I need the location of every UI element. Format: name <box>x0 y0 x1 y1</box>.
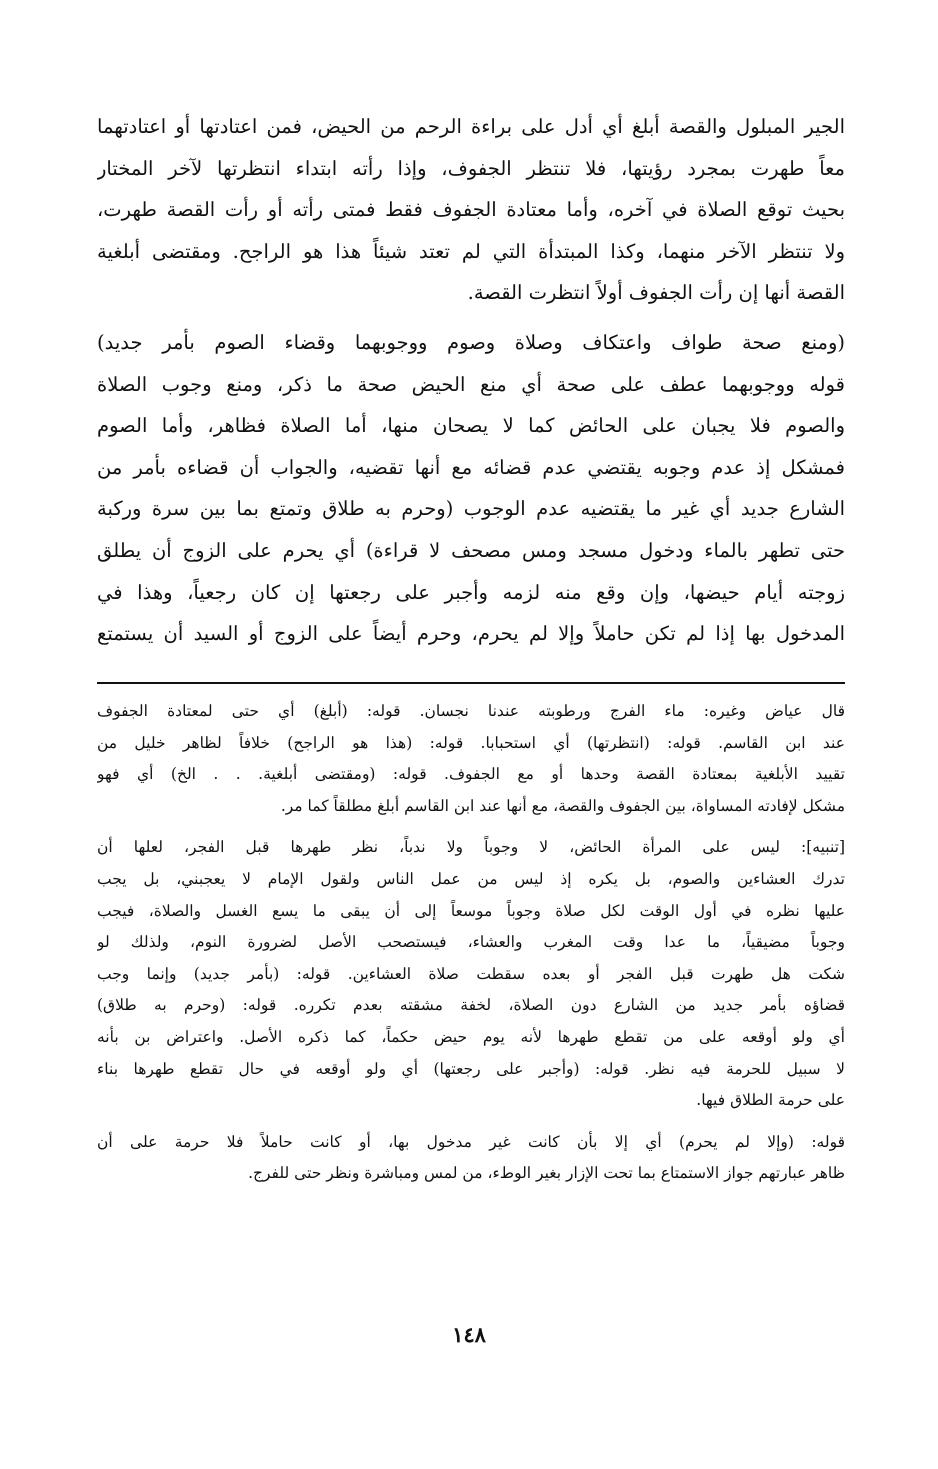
footnote-divider <box>97 682 845 684</box>
footnote-line: ظاهر عبارتهم جواز الاستمتاع بما تحت الإزار بغير الوطء، من لمس ومباشرة ونظر حتى للفرج. <box>248 1164 845 1183</box>
text-line: والصوم فلا يجبان على الحائض كما لا يصحان منها، أما الصلاة فظاهر، وأما الصوم <box>97 414 845 438</box>
page-number: ١٤٨ <box>452 1322 486 1347</box>
text-line: حتى تطهر بالماء ودخول مسجد ومس مصحف لا قراءة) أي يحرم على الزوج أن يطلق <box>97 538 845 562</box>
footnote-line: قال عياض وغيره: ماء الفرج ورطوبته عندنا نجسان. قوله: (أبلغ) أي حتى لمعتادة الجفوف <box>97 702 845 720</box>
footnote-2 <box>97 832 845 1116</box>
footnote-line: قضاؤه بأمر جديد من الشارع دون الصلاة، لخفة مشقته بعدم تكرره. قوله: (وحرم به طلاق) <box>97 996 845 1015</box>
text-line: معاً طهرت بمجرد رؤيتها، فلا تنتظر الجفوف، وإذا رأته ابتداء انتظرتها لآخر المختار <box>97 156 845 180</box>
main-text <box>97 106 845 655</box>
paragraph-gap <box>97 1117 845 1127</box>
footnote-line: قوله: (وإلا لم يحرم) أي إلا بأن كانت غير مدخول بها، أو كانت حاملاً فلا حرمة على أن <box>97 1132 845 1151</box>
footnote-line: لا سبيل للحرمة فيه نظر. قوله: (وأجبر على رجعتها) أي ولو أوقعه في حال تقطع طهرها بناء <box>97 1059 845 1078</box>
main-paragraph-1 <box>97 106 845 314</box>
footnote-line: عند ابن القاسم. قوله: (انتظرتها) أي استحبابا. قوله: (هذا هو الراجح) خلافاً لظاهر خليل من <box>97 733 845 752</box>
paragraph-gap <box>97 314 845 322</box>
text-line: الشارع جديد أي غير ما يقتضيه عدم الوجوب (وحرم به طلاق وتمتع بما بين سرة وركبة <box>97 497 845 521</box>
footnote-line: تقييد الأبلغية بمعتادة القصة وحدها أو مع الجفوف. قوله: (ومقتضى أبلغية. . . الخ) أي فهو <box>97 765 845 784</box>
footnote-3 <box>97 1127 845 1190</box>
text-line: زوجته أيام حيضها، وإن وقع منه لزمه وأجبر على رجعتها إن كان رجعياً، وهذا في <box>97 580 845 604</box>
paragraph-gap <box>97 822 845 832</box>
footnote-line: تدرك العشاءين والصوم، بل يكره إذ ليس من عمل الناس ولقول الإمام لا يعجبني، بل يجب <box>97 869 845 888</box>
text-line: (ومنع صحة طواف واعتكاف وصلاة وصوم ووجوبهما وقضاء الصوم بأمر جديد) <box>97 330 845 354</box>
footnote-line: أي ولو أوقعه على من تقطع طهرها لأنه يوم حيض حكماً، كما ذكره الأصل. واعتراض بن بأنه <box>97 1027 845 1046</box>
footnote-1 <box>97 696 845 822</box>
text-line: المدخول بها إذا لم تكن حاملاً وإلا لم يحرم، وحرم أيضاً على الزوج أو السيد أن يستمتع <box>97 622 845 646</box>
text-line: القصة أنها إن رأت الجفوف أولاً انتظرت القصة. <box>467 281 845 305</box>
footnote-line: شكت هل طهرت قبل الفجر أو بعده سقطت صلاة العشاءين. قوله: (بأمر جديد) وإنما وجب <box>97 964 845 983</box>
text-line: فمشكل إذ عدم وجوبه يقتضي عدم قضائه مع أنها تقضيه، والجواب أن قضاءه بأمر من <box>97 455 845 479</box>
footnotes <box>97 696 845 1190</box>
footnote-line: [تنبيه]: ليس على المرأة الحائض، لا وجوباً ولا ندباً، نظر طهرها قبل الفجر، لعلها أن <box>97 838 845 857</box>
text-line: الجير المبلول والقصة أبلغ أي أدل على براءة الرحم من الحيض، فمن اعتادتها أو اعتادتهما <box>97 115 845 138</box>
footnote-line: وجوباً مضيقياً، ما عدا وقت المغرب والعشاء، فيستصحب الأصل لضرورة النوم، ولذلك لو <box>97 933 845 952</box>
text-line: ولا تنتظر الآخر منهما، وكذا المبتدأة التي لم تعتد شيئاً هذا هو الراجح. ومقتضى أبلغية <box>97 239 845 263</box>
text-line: بحيث توقع الصلاة في آخره، وأما معتادة الجفوف فقط فمتى رأته أو رأت القصة طهرت، <box>97 198 845 222</box>
main-paragraph-2 <box>97 322 845 655</box>
footnote-line: عليها نظره في أول الوقت لكل صلاة وجوباً موسعاً إلى أن يبقى ما يسع الغسل والصلاة، فيجب <box>97 901 845 920</box>
footnote-line: مشكل لإفادته المساواة، بين الجفوف والقصة، مع أنها عند ابن القاسم أبلغ مطلقاً كما مر. <box>280 796 845 815</box>
footnote-line: على حرمة الطلاق فيها. <box>696 1091 845 1110</box>
text-line: قوله ووجوبهما عطف على صحة أي منع الحيض صحة ما ذكر، ومنع وجوب الصلاة <box>97 372 845 396</box>
